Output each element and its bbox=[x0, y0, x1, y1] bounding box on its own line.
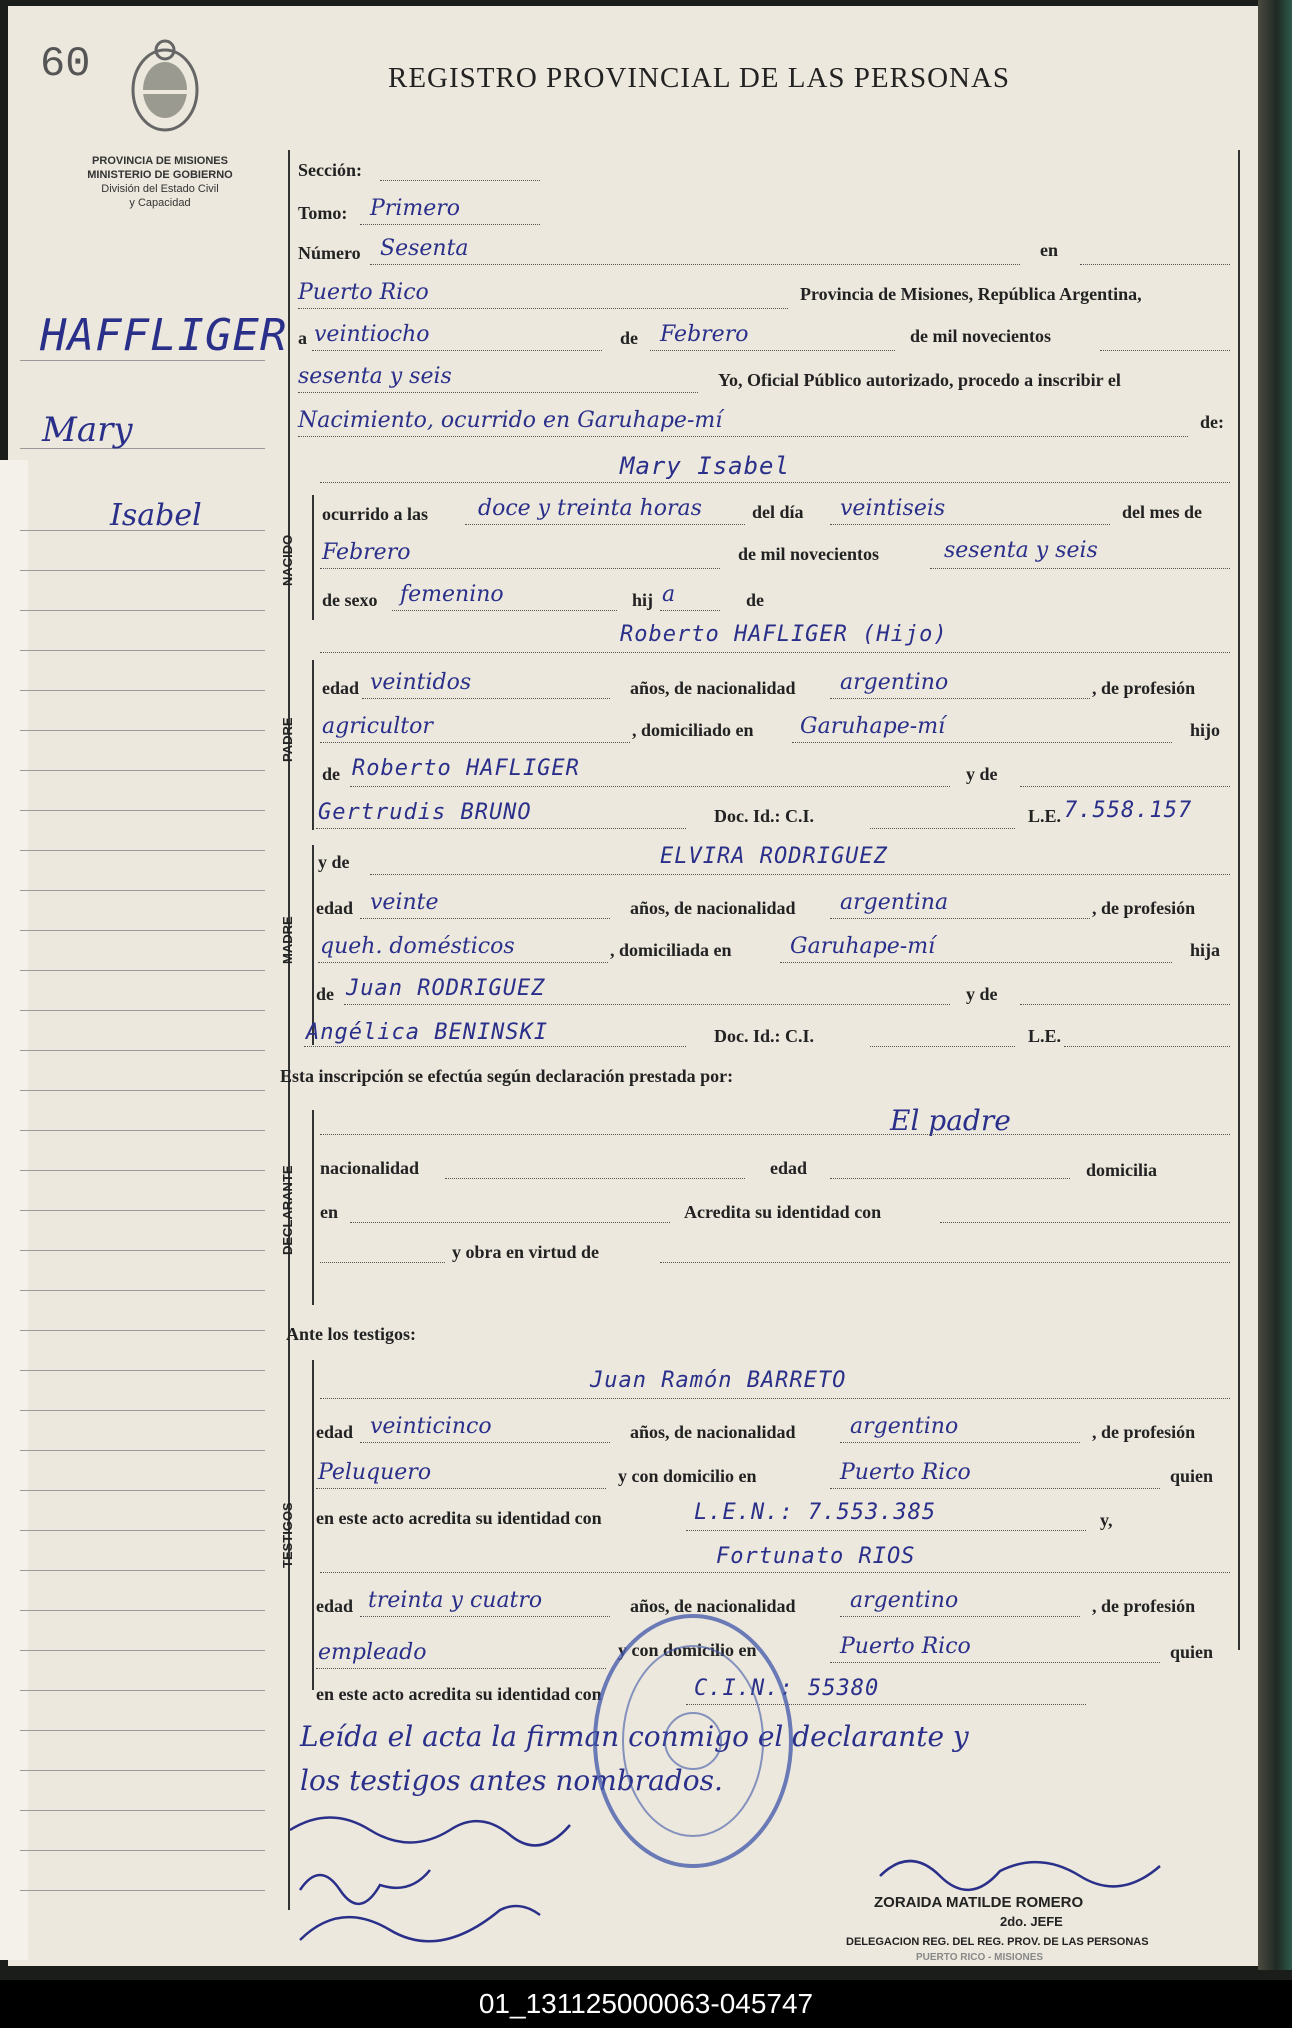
field-line bbox=[360, 224, 540, 225]
field-line bbox=[465, 524, 745, 525]
field-line bbox=[780, 962, 1172, 963]
file-id-bar: 01_131125000063-045747 bbox=[0, 1980, 1292, 2028]
field-padre-profesion: agricultor bbox=[322, 714, 433, 739]
field-testigo2-domicilio: Puerto Rico bbox=[840, 1634, 971, 1659]
padre-bracket bbox=[312, 660, 314, 830]
field-line bbox=[320, 652, 1230, 653]
stamp-line-1: DELEGACION REG. DEL REG. PROV. DE LAS PERSONAS bbox=[846, 1936, 1149, 1948]
label-acredita: Acredita su identidad con bbox=[684, 1202, 882, 1222]
field-padre-domicilio: Garuhape-mí bbox=[800, 714, 946, 739]
label-anios-nac-madre: años, de nacionalidad bbox=[630, 898, 796, 918]
label-y-de-madre: y de bbox=[318, 852, 350, 872]
field-line bbox=[320, 1572, 1230, 1573]
label-profesion-t2: , de profesión bbox=[1092, 1596, 1196, 1616]
margin-line bbox=[20, 810, 265, 811]
label-numero: Número bbox=[298, 243, 361, 263]
margin-second-name: Isabel bbox=[110, 498, 202, 533]
label-de-madre: de bbox=[316, 984, 334, 1004]
field-line bbox=[1020, 1004, 1230, 1005]
label-de: de bbox=[620, 328, 638, 348]
field-line bbox=[320, 1134, 1230, 1135]
testigos-bracket bbox=[312, 1360, 314, 1690]
field-line bbox=[312, 350, 602, 351]
field-acto: Nacimiento, ocurrido en Garuhape-mí bbox=[298, 408, 723, 433]
label-del-mes: del mes de bbox=[1122, 502, 1202, 522]
field-line bbox=[344, 1004, 950, 1005]
field-line bbox=[830, 524, 1110, 525]
field-testigo1-domicilio: Puerto Rico bbox=[840, 1460, 971, 1485]
field-padre-nacionalidad: argentino bbox=[840, 670, 949, 695]
field-tomo: Primero bbox=[370, 196, 460, 221]
label-ante-testigos: Ante los testigos: bbox=[286, 1324, 416, 1344]
org-line-4: y Capacidad bbox=[129, 197, 191, 209]
label-quien-t1: quien bbox=[1170, 1466, 1214, 1486]
label-tomo: Tomo: bbox=[298, 203, 348, 223]
field-line bbox=[445, 1178, 745, 1179]
label-profesion-madre: , de profesión bbox=[1092, 898, 1196, 918]
margin-line bbox=[20, 970, 265, 971]
field-line bbox=[1080, 264, 1230, 265]
field-line bbox=[304, 1046, 686, 1047]
field-line bbox=[316, 1488, 606, 1489]
field-line bbox=[940, 1222, 1230, 1223]
label-domicilia: domicilia bbox=[1086, 1160, 1157, 1180]
field-line bbox=[350, 786, 950, 787]
nacido-bracket bbox=[312, 495, 314, 620]
margin-line bbox=[20, 690, 265, 691]
field-line bbox=[360, 918, 610, 919]
field-line bbox=[320, 568, 720, 569]
field-line bbox=[1020, 786, 1230, 787]
margin-line bbox=[20, 1130, 265, 1131]
field-line bbox=[380, 180, 540, 181]
label-de3: de bbox=[322, 764, 340, 784]
margin-line bbox=[20, 1090, 265, 1091]
margin-surname: HAFFLIGER bbox=[40, 310, 288, 361]
field-line bbox=[830, 698, 1090, 699]
label-profesion-t1: , de profesión bbox=[1092, 1422, 1196, 1442]
org-line-3: División del Estado Civil bbox=[101, 183, 219, 195]
document-title: REGISTRO PROVINCIAL DE LAS PERSONAS bbox=[388, 62, 1011, 94]
field-line bbox=[370, 874, 1230, 875]
margin-line bbox=[20, 1730, 265, 1731]
field-padre-madre: Gertrudis BRUNO bbox=[318, 800, 532, 825]
field-testigo2-profesion: empleado bbox=[318, 1640, 427, 1665]
label-domicilio-t1: y con domicilio en bbox=[618, 1466, 757, 1486]
field-lugar: Puerto Rico bbox=[298, 280, 429, 305]
field-line bbox=[686, 1530, 1086, 1531]
official-seal-icon bbox=[588, 1606, 798, 1876]
field-line bbox=[930, 568, 1230, 569]
label-le-madre: L.E. bbox=[1028, 1026, 1062, 1046]
label-profesion: , de profesión bbox=[1092, 678, 1196, 698]
field-padre-padre: Roberto HAFLIGER bbox=[352, 756, 580, 781]
margin-line bbox=[20, 1250, 265, 1251]
field-line bbox=[830, 1662, 1160, 1663]
label-y-de-madre2: y de bbox=[966, 984, 998, 1004]
form-left-border bbox=[288, 150, 290, 1910]
field-numero: Sesenta bbox=[380, 236, 469, 261]
field-mes-nac: Febrero bbox=[322, 540, 411, 565]
field-hora: doce y treinta horas bbox=[478, 496, 702, 521]
label-domiciliada: , domiciliada en bbox=[610, 940, 732, 960]
label-le: L.E. bbox=[1028, 806, 1062, 826]
book-binding-edge bbox=[1258, 0, 1292, 1970]
coat-of-arms-icon bbox=[120, 30, 210, 140]
section-declarante: DECLARANTE bbox=[280, 1165, 295, 1255]
field-line bbox=[660, 1262, 1230, 1263]
margin-line bbox=[20, 1490, 265, 1491]
section-nacido: NACIDO bbox=[280, 534, 295, 586]
field-line bbox=[320, 1398, 1230, 1399]
field-line bbox=[840, 1442, 1080, 1443]
field-madre-profesion: queh. domésticos bbox=[320, 934, 515, 959]
margin-line bbox=[20, 890, 265, 891]
section-madre: MADRE bbox=[280, 916, 295, 964]
page-number: 60 bbox=[40, 40, 91, 88]
label-doc-id-madre: Doc. Id.: C.I. bbox=[714, 1026, 815, 1046]
field-line bbox=[870, 828, 1015, 829]
field-testigo1-edad: veinticinco bbox=[370, 1414, 492, 1439]
field-hij-suffix: a bbox=[662, 582, 676, 607]
margin-line bbox=[20, 1450, 265, 1451]
field-line bbox=[316, 828, 686, 829]
label-sexo: de sexo bbox=[322, 590, 378, 610]
field-testigo1-nombre: Juan Ramón BARRETO bbox=[590, 1368, 847, 1393]
margin-line bbox=[20, 1770, 265, 1771]
field-line bbox=[660, 610, 720, 611]
margin-line bbox=[20, 1690, 265, 1691]
field-line bbox=[298, 308, 788, 309]
section-testigos: TESTIGOS bbox=[280, 1502, 295, 1568]
margin-line bbox=[20, 930, 265, 931]
label-edad: edad bbox=[322, 678, 360, 698]
label-a: a bbox=[298, 328, 307, 348]
label-anios-nac: años, de nacionalidad bbox=[630, 678, 796, 698]
field-line bbox=[830, 1178, 1070, 1179]
field-testigo2-edad: treinta y cuatro bbox=[368, 1588, 543, 1613]
field-line bbox=[1100, 350, 1230, 351]
margin-line bbox=[20, 1610, 265, 1611]
margin-line bbox=[20, 1850, 265, 1851]
field-padre-nombre: Roberto HAFLIGER (Hijo) bbox=[620, 622, 948, 647]
margin-line bbox=[20, 1570, 265, 1571]
label-domicilio-t2: y con domicilio en bbox=[618, 1640, 757, 1660]
field-dia: veintiocho bbox=[314, 322, 430, 347]
label-y-obra: y obra en virtud de bbox=[452, 1242, 600, 1262]
field-dia-nac: veintiseis bbox=[840, 496, 946, 521]
label-y-de: y de bbox=[966, 764, 998, 784]
margin-line bbox=[20, 1050, 265, 1051]
field-madre-nombre: ELVIRA RODRIGUEZ bbox=[660, 844, 888, 869]
margin-line bbox=[20, 1170, 265, 1171]
margin-line bbox=[20, 850, 265, 851]
margin-line bbox=[20, 1330, 265, 1331]
field-madre-edad: veinte bbox=[370, 890, 439, 915]
field-line bbox=[360, 1442, 610, 1443]
field-line bbox=[870, 1046, 1015, 1047]
label-doc-id: Doc. Id.: C.I. bbox=[714, 806, 815, 826]
field-anio: sesenta y seis bbox=[298, 364, 452, 389]
label-en-este-acto-t2: en este acto acredita su identidad con bbox=[316, 1684, 602, 1704]
label-anios-t1: años, de nacionalidad bbox=[630, 1422, 796, 1442]
margin-line bbox=[20, 1290, 265, 1291]
margin-line bbox=[20, 730, 265, 731]
margin-line bbox=[20, 570, 265, 571]
label-ocurrido: ocurrido a las bbox=[322, 504, 428, 524]
field-madre-padre: Juan RODRIGUEZ bbox=[346, 976, 546, 1001]
margin-line bbox=[20, 1530, 265, 1531]
section-padre: PADRE bbox=[280, 717, 295, 763]
label-en-este-acto-t1: en este acto acredita su identidad con bbox=[316, 1508, 602, 1528]
field-line bbox=[298, 436, 1188, 437]
field-testigo1-nacionalidad: argentino bbox=[850, 1414, 959, 1439]
label-de-mil-nov: de mil novecientos bbox=[738, 544, 879, 564]
label-de-mil: de mil novecientos bbox=[910, 326, 1051, 346]
field-line bbox=[360, 1616, 610, 1617]
margin-line bbox=[20, 1370, 265, 1371]
official-name: ZORAIDA MATILDE ROMERO bbox=[874, 1894, 1084, 1911]
field-line bbox=[792, 742, 1172, 743]
field-line bbox=[830, 1488, 1160, 1489]
margin-line bbox=[20, 610, 265, 611]
field-line bbox=[392, 610, 617, 611]
field-madre-nacionalidad: argentina bbox=[840, 890, 949, 915]
org-line-1: PROVINCIA DE MISIONES bbox=[92, 155, 228, 167]
field-mes: Febrero bbox=[660, 322, 749, 347]
field-line bbox=[298, 392, 698, 393]
org-block bbox=[40, 154, 280, 210]
field-declarante: El padre bbox=[890, 1104, 1011, 1137]
margin-first-name: Mary bbox=[42, 410, 133, 450]
margin-line bbox=[20, 1010, 265, 1011]
label-en-decl: en bbox=[320, 1202, 338, 1222]
field-line bbox=[318, 962, 608, 963]
margin-line bbox=[20, 770, 265, 771]
field-line bbox=[320, 742, 630, 743]
field-line bbox=[320, 482, 1230, 483]
label-edad-t2: edad bbox=[316, 1596, 354, 1616]
label-quien-t2: quien bbox=[1170, 1642, 1214, 1662]
label-de2: de bbox=[746, 590, 764, 610]
declarante-bracket bbox=[312, 1110, 314, 1305]
field-testigo2-doc: C.I.N.: 55380 bbox=[694, 1676, 880, 1701]
field-line bbox=[1064, 1046, 1230, 1047]
label-hijo: hijo bbox=[1190, 720, 1221, 740]
margin-line bbox=[20, 1890, 265, 1891]
label-y-comma: y, bbox=[1100, 1510, 1113, 1530]
official-signature-icon bbox=[870, 1836, 1200, 1896]
label-anios-t2: años, de nacionalidad bbox=[630, 1596, 796, 1616]
field-madre-domicilio: Garuhape-mí bbox=[790, 934, 936, 959]
field-padre-le: 7.558.157 bbox=[1064, 798, 1193, 823]
label-hija: hija bbox=[1190, 940, 1221, 960]
label-de-colon: de: bbox=[1200, 412, 1224, 432]
field-padre-edad: veintidos bbox=[370, 670, 472, 695]
field-line bbox=[362, 698, 610, 699]
closing-line-2: los testigos antes nombrados. bbox=[300, 1764, 723, 1797]
label-yo-oficial: Yo, Oficial Público autorizado, procedo a inscribir el bbox=[718, 370, 1121, 390]
stamp-line-2: PUERTO RICO - MISIONES bbox=[916, 1952, 1044, 1963]
margin-line bbox=[20, 650, 265, 651]
label-provincia: Provincia de Misiones, República Argentina, bbox=[800, 284, 1142, 304]
margin-line bbox=[20, 1410, 265, 1411]
closing-line-1: Leída el acta la firman conmigo el declarante y bbox=[300, 1720, 969, 1753]
official-title: 2do. JEFE bbox=[1000, 1914, 1063, 1929]
label-esta-inscripcion: Esta inscripción se efectúa según declaración prestada por: bbox=[280, 1066, 734, 1086]
field-line bbox=[830, 918, 1090, 919]
madre-bracket bbox=[312, 845, 314, 1045]
margin-line bbox=[20, 1810, 265, 1811]
org-line-2: MINISTERIO DE GOBIERNO bbox=[87, 169, 233, 181]
field-testigo1-doc: L.E.N.: 7.553.385 bbox=[694, 1500, 937, 1525]
form-right-border bbox=[1238, 150, 1240, 1650]
label-edad-t1: edad bbox=[316, 1422, 354, 1442]
field-madre-madre: Angélica BENINSKI bbox=[306, 1020, 549, 1045]
field-line bbox=[370, 264, 1020, 265]
label-del-dia: del día bbox=[752, 502, 804, 522]
field-testigo1-profesion: Peluquero bbox=[318, 1460, 432, 1485]
margin-line bbox=[20, 1650, 265, 1651]
label-hij: hij bbox=[632, 590, 654, 610]
label-edad-decl: edad bbox=[770, 1158, 808, 1178]
label-nacionalidad: nacionalidad bbox=[320, 1158, 420, 1178]
margin-line bbox=[20, 1210, 265, 1211]
field-testigo2-nacionalidad: argentino bbox=[850, 1588, 959, 1613]
field-line bbox=[320, 1262, 445, 1263]
field-testigo2-nombre: Fortunato RIOS bbox=[716, 1544, 916, 1569]
field-line bbox=[350, 1222, 670, 1223]
field-line bbox=[840, 1616, 1080, 1617]
field-line bbox=[650, 350, 895, 351]
field-line bbox=[316, 1668, 606, 1669]
label-edad-madre: edad bbox=[316, 898, 354, 918]
label-seccion: Sección: bbox=[298, 160, 362, 180]
field-anio-nac: sesenta y seis bbox=[944, 538, 1098, 563]
label-domiciliado: , domiciliado en bbox=[632, 720, 754, 740]
field-nombre-nacido: Mary Isabel bbox=[620, 452, 790, 480]
label-en: en bbox=[1040, 240, 1058, 260]
field-sexo: femenino bbox=[400, 582, 504, 607]
